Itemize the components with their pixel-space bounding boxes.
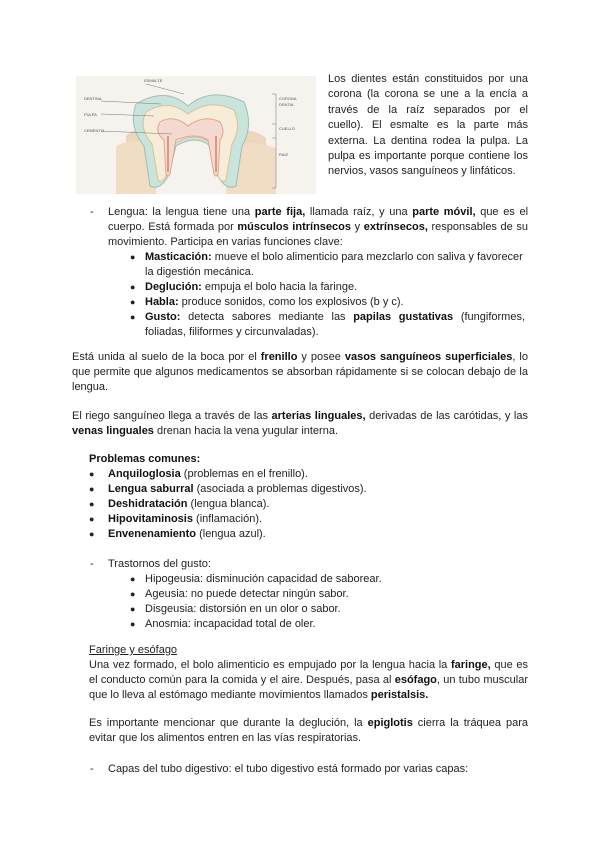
list-item: Lengua saburral (asociada a problemas digestivos). [108, 483, 367, 495]
tooth-diagram [76, 76, 316, 194]
list-item: Disgeusia: distorsión en un olor o sabor. [145, 603, 341, 615]
bullet: ● [130, 574, 136, 584]
list-item: Hipogeusia: disminución capacidad de saborear. [145, 573, 382, 585]
label-dentina: DENTINA [84, 96, 102, 101]
epiglotis-paragraph: Es importante mencionar que durante la deglución, la epiglotis cierra la tráquea para evitar que los alimentos entren en las vías respiratorias. [89, 717, 528, 744]
list-item: Masticación: mueve el bolo alimenticio para mezclarlo con saliva y favorecer la digestión mecánica. [145, 251, 523, 278]
bullet: ● [89, 529, 95, 539]
problemas-title: Problemas comunes: [89, 453, 201, 465]
bullet: ● [89, 469, 95, 479]
bullet: ● [130, 252, 136, 262]
list-item: Gusto: detecta sabores mediante las papilas gustativas (fungiformes, foliadas, filiformes y circunvaladas). [145, 311, 526, 338]
gusto-title: Trastornos del gusto: [108, 558, 211, 570]
list-item: Deshidratación (lengua blanca). [108, 498, 270, 510]
faringe-paragraph: Una vez formado, el bolo alimenticio es empujado por la lengua hacia la faringe, que es el conducto común para la comida y el aire. Después, pasa al esófago, un tubo muscular que lo lleva al estómago mediante movimientos llamados peristalsis. [89, 659, 529, 701]
bullet: ● [89, 499, 95, 509]
label-corona: CORONA [279, 96, 297, 101]
bullet: ● [89, 514, 95, 524]
list-item: Envenenamiento (lengua azul). [108, 528, 266, 540]
bullet: ● [130, 297, 136, 307]
list-item: Anosmia: incapacidad total de oler. [145, 618, 316, 630]
label-dental: DENTAL [279, 102, 295, 107]
list-dash: - [90, 763, 94, 775]
label-cuello: CUELLO [279, 126, 296, 131]
list-item: Ageusia: no puede detectar ningún sabor. [145, 588, 349, 600]
list-dash: - [90, 558, 94, 570]
list-dash: - [90, 206, 94, 218]
tooth-illustration [76, 76, 316, 194]
bullet: ● [130, 589, 136, 599]
label-esmalte: ESMALTE [144, 78, 163, 83]
riego-paragraph: El riego sanguíneo llega a través de las arterias linguales, derivadas de las carótidas, y las venas linguales drenan hacia la vena yugular interna. [72, 410, 528, 437]
label-cemento: CEMENTO [84, 128, 104, 133]
list-item: Hipovitaminosis (inflamación). [108, 513, 263, 525]
bullet: ● [89, 484, 95, 494]
label-pulpa: PULPA [84, 112, 97, 117]
lengua-paragraph: Lengua: la lengua tiene una parte fija, llamada raíz, y una parte móvil, que es el cuerpo. Está formada por músculos intrínsecos y extrínsecos, responsables de su movimiento. Participa en varias funciones clave: [108, 206, 529, 248]
bullet: ● [130, 604, 136, 614]
label-raiz: RAIZ [279, 152, 289, 157]
frenillo-paragraph: Está unida al suelo de la boca por el frenillo y posee vasos sanguíneos superficiales, lo que permite que algunos medicamentos se absorban rápidamente si se colocan debajo de la lengua. [72, 351, 528, 393]
list-item: Habla: produce sonidos, como los explosivos (b y c). [145, 296, 404, 308]
list-item: Anquiloglosia (problemas en el frenillo). [108, 468, 308, 480]
bullet: ● [130, 312, 136, 322]
bullet: ● [130, 619, 136, 629]
bullet: ● [130, 282, 136, 292]
list-item: Deglución: empuja el bolo hacia la faringe. [145, 281, 358, 293]
faringe-heading: Faringe y esófago [89, 644, 178, 656]
teeth-intro-paragraph: Los dientes están constituidos por una corona (la corona se une a la encía a través de la raíz separados por el cuello). El esmalte es la parte más externa. La dentina rodea la pulpa. La pulpa es importante porque contiene los nervios, vasos sanguíneos y linfáticos. [328, 73, 528, 178]
capas-paragraph: Capas del tubo digestivo: el tubo digestivo está formado por varias capas: [108, 763, 469, 775]
